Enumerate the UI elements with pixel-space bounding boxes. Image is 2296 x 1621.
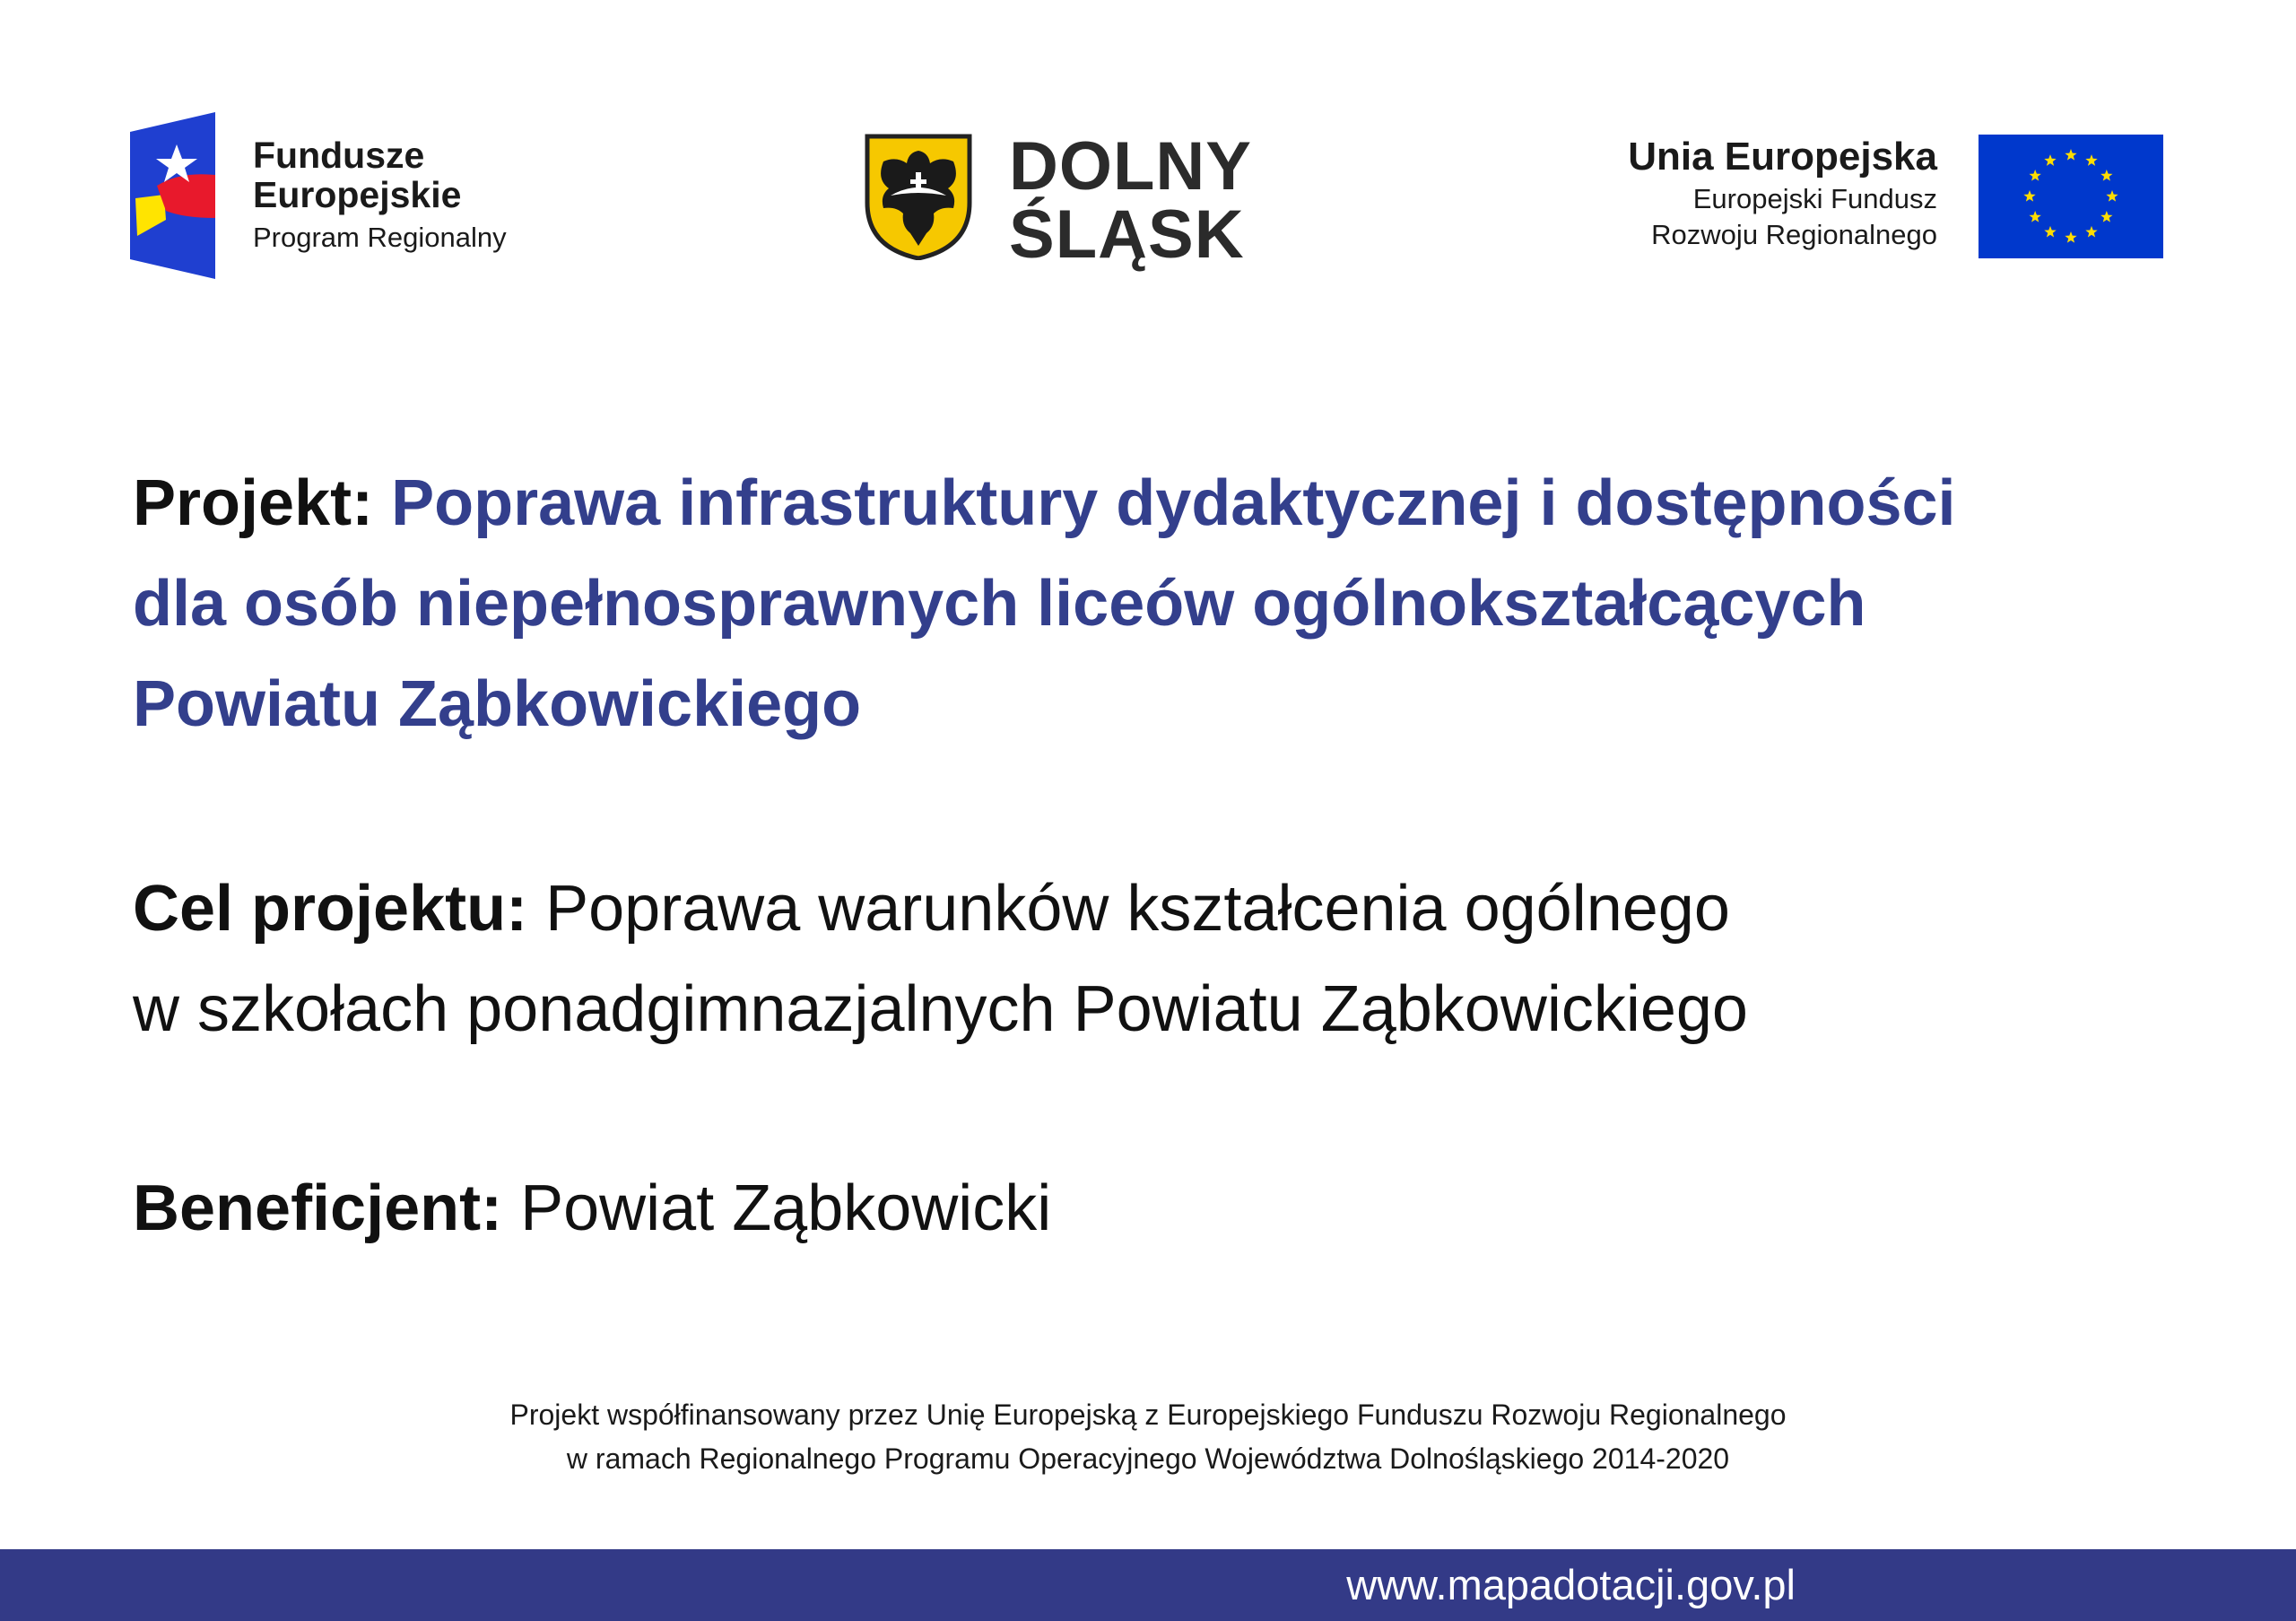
beneficiary-block bbox=[133, 1158, 2187, 1259]
unia-europejska-text bbox=[1628, 133, 1937, 253]
logo-header bbox=[0, 0, 2296, 305]
main-content bbox=[133, 453, 2187, 1259]
slask-line: ŚLĄSK bbox=[1009, 196, 1245, 273]
cofinancing-note bbox=[0, 1393, 2296, 1481]
europejskie-line: Europejskie bbox=[253, 174, 462, 215]
europejski-fundusz-line: Europejski Fundusz bbox=[1692, 183, 1937, 214]
website-link[interactable]: www.mapadotacji.gov.pl bbox=[1346, 1561, 1796, 1608]
unia-europejska-line: Unia Europejska bbox=[1628, 135, 1937, 179]
rozwoju-regionalnego-line: Rozwoju Regionalnego bbox=[1651, 219, 1937, 250]
goal-label: Cel projektu: bbox=[133, 873, 528, 945]
bottom-bar bbox=[0, 1549, 2296, 1621]
dolny-line: DOLNY bbox=[1009, 128, 1252, 205]
project-block bbox=[133, 453, 2187, 754]
beneficiary-label: Beneficjent: bbox=[133, 1172, 503, 1244]
beneficiary-value: Powiat Ząbkowicki bbox=[520, 1172, 1052, 1244]
cofinancing-line1: Projekt współfinansowany przez Unię Europejską z Europejskiego Funduszu Rozwoju Regionalnego bbox=[509, 1399, 1787, 1431]
project-title-line2: dla osób niepełnosprawnych liceów ogólnokształcących bbox=[133, 568, 1866, 640]
fundusze-europejskie-text bbox=[253, 135, 507, 257]
project-label: Projekt: bbox=[133, 467, 374, 539]
project-title-line1: Poprawa infrastruktury dydaktycznej i dostępności bbox=[391, 467, 1956, 539]
program-regionalny-line: Program Regionalny bbox=[253, 222, 507, 253]
goal-line2: w szkołach ponadgimnazjalnych Powiatu Ząbkowickiego bbox=[133, 973, 1748, 1045]
fundusze-europejskie-icon bbox=[130, 112, 215, 279]
cofinancing-line2: w ramach Regionalnego Programu Operacyjnego Województwa Dolnośląskiego 2014-2020 bbox=[566, 1442, 1730, 1475]
eagle-crest-icon bbox=[864, 133, 973, 260]
project-title-line3: Powiatu Ząbkowickiego bbox=[133, 668, 862, 740]
goal-block bbox=[133, 858, 2187, 1059]
dolny-slask-text bbox=[1009, 128, 1252, 273]
goal-line1: Poprawa warunków kształcenia ogólnego bbox=[545, 873, 1730, 945]
fundusze-line: Fundusze bbox=[253, 135, 425, 176]
eu-flag-icon bbox=[1979, 135, 2163, 258]
unia-europejska-logo bbox=[1625, 133, 2163, 267]
